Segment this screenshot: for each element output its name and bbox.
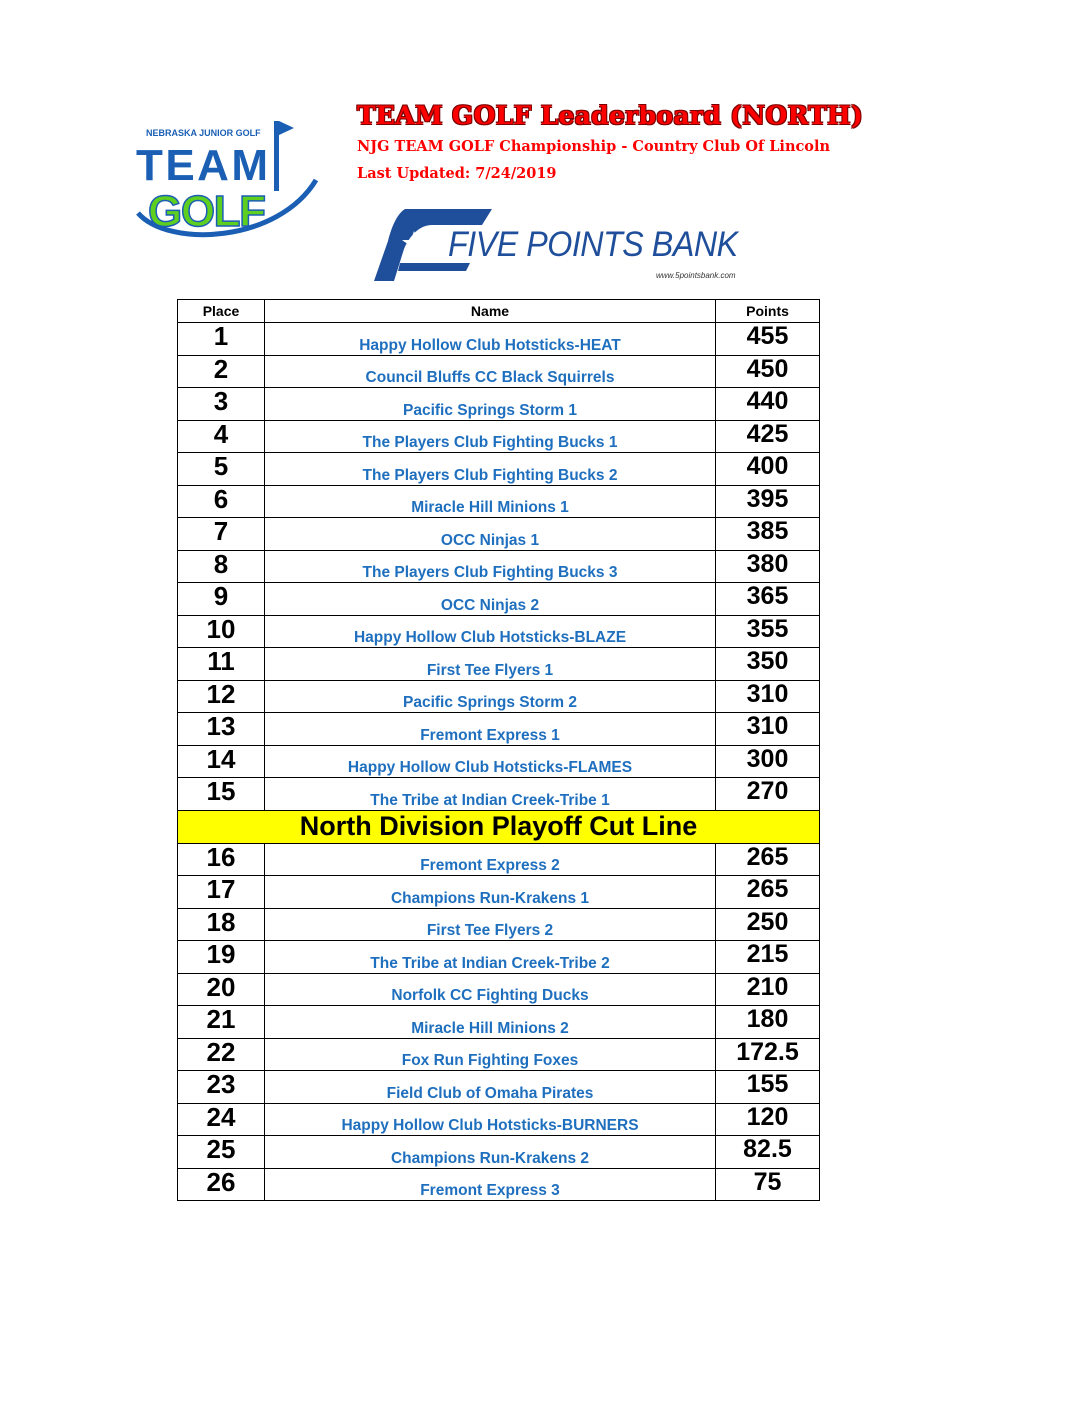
row-points: 270: [716, 778, 820, 811]
table-row: [178, 1006, 820, 1039]
row-points: 310: [716, 713, 820, 746]
table-row: [178, 550, 820, 583]
table-row: [178, 1071, 820, 1104]
row-place: 15: [178, 778, 265, 811]
row-points: 395: [716, 485, 820, 518]
row-team-name: Happy Hollow Club Hotsticks-BLAZE: [265, 615, 716, 648]
row-team-name: Field Club of Omaha Pirates: [265, 1071, 716, 1104]
row-place: 2: [178, 355, 265, 388]
row-points: 180: [716, 1006, 820, 1039]
row-place: 20: [178, 973, 265, 1006]
row-points: 385: [716, 518, 820, 551]
rows-above-cut: [178, 323, 820, 811]
row-place: 19: [178, 941, 265, 974]
table-row: [178, 1103, 820, 1136]
row-points: 400: [716, 453, 820, 486]
row-points: 265: [716, 843, 820, 876]
table-row: [178, 713, 820, 746]
table-row: [178, 908, 820, 941]
row-team-name: Fox Run Fighting Foxes: [265, 1038, 716, 1071]
row-place: 6: [178, 485, 265, 518]
row-place: 11: [178, 648, 265, 681]
row-points: 440: [716, 388, 820, 421]
row-points: 265: [716, 876, 820, 909]
row-points: 365: [716, 583, 820, 616]
row-team-name: The Tribe at Indian Creek-Tribe 2: [265, 941, 716, 974]
row-place: 25: [178, 1136, 265, 1169]
row-points: 380: [716, 550, 820, 583]
row-team-name: First Tee Flyers 2: [265, 908, 716, 941]
row-points: 75: [716, 1168, 820, 1201]
cut-line-label: North Division Playoff Cut Line: [178, 810, 820, 843]
row-place: 13: [178, 713, 265, 746]
row-team-name: Pacific Springs Storm 1: [265, 388, 716, 421]
row-place: 22: [178, 1038, 265, 1071]
row-points: 350: [716, 648, 820, 681]
row-place: 17: [178, 876, 265, 909]
row-place: 4: [178, 420, 265, 453]
row-team-name: Fremont Express 3: [265, 1168, 716, 1201]
column-header-place: Place: [178, 300, 265, 323]
row-place: 14: [178, 745, 265, 778]
playoff-cut-line: [178, 810, 820, 843]
row-points: 250: [716, 908, 820, 941]
row-points: 300: [716, 745, 820, 778]
row-team-name: Pacific Springs Storm 2: [265, 680, 716, 713]
row-team-name: Miracle Hill Minions 2: [265, 1006, 716, 1039]
table-row: [178, 388, 820, 421]
table-row: [178, 941, 820, 974]
row-points: 355: [716, 615, 820, 648]
page-subtitle: NJG TEAM GOLF Championship - Country Club Of Lincoln: [357, 138, 831, 155]
table-row: [178, 485, 820, 518]
row-points: 425: [716, 420, 820, 453]
row-place: 10: [178, 615, 265, 648]
row-points: 120: [716, 1103, 820, 1136]
row-points: 455: [716, 323, 820, 356]
row-team-name: Miracle Hill Minions 1: [265, 485, 716, 518]
row-team-name: Council Bluffs CC Black Squirrels: [265, 355, 716, 388]
logo-word-team: TEAM: [136, 141, 268, 190]
row-place: 26: [178, 1168, 265, 1201]
row-points: 82.5: [716, 1136, 820, 1169]
sponsor-url: www.5pointsbank.com: [656, 271, 736, 280]
table-row: [178, 518, 820, 551]
logo-word-golf: GOLF: [148, 187, 266, 236]
table-row: [178, 876, 820, 909]
row-place: 3: [178, 388, 265, 421]
row-team-name: Happy Hollow Club Hotsticks-FLAMES: [265, 745, 716, 778]
row-team-name: Champions Run-Krakens 2: [265, 1136, 716, 1169]
row-team-name: Happy Hollow Club Hotsticks-HEAT: [265, 323, 716, 356]
row-team-name: First Tee Flyers 1: [265, 648, 716, 681]
row-place: 12: [178, 680, 265, 713]
table-row: [178, 583, 820, 616]
table-row: [178, 420, 820, 453]
table-row: [178, 843, 820, 876]
table-row: [178, 680, 820, 713]
row-place: 8: [178, 550, 265, 583]
rows-below-cut: [178, 843, 820, 1201]
row-points: 310: [716, 680, 820, 713]
row-place: 1: [178, 323, 265, 356]
header: [357, 98, 863, 188]
row-place: 9: [178, 583, 265, 616]
table-row: [178, 615, 820, 648]
row-team-name: The Players Club Fighting Bucks 1: [265, 420, 716, 453]
team-golf-logo: [128, 118, 320, 240]
row-team-name: The Players Club Fighting Bucks 3: [265, 550, 716, 583]
row-place: 5: [178, 453, 265, 486]
row-team-name: The Players Club Fighting Bucks 2: [265, 453, 716, 486]
row-team-name: Fremont Express 1: [265, 713, 716, 746]
table-row: [178, 1038, 820, 1071]
row-place: 18: [178, 908, 265, 941]
table-header-row: [178, 300, 820, 323]
last-updated: Last Updated: 7/24/2019: [357, 165, 557, 182]
row-team-name: Norfolk CC Fighting Ducks: [265, 973, 716, 1006]
table-row: [178, 1136, 820, 1169]
table-row: [178, 323, 820, 356]
sponsor-banner: [370, 205, 770, 285]
table-row: [178, 453, 820, 486]
row-team-name: Champions Run-Krakens 1: [265, 876, 716, 909]
column-header-name: Name: [265, 300, 716, 323]
leaderboard-table: [177, 299, 820, 1201]
row-team-name: Fremont Express 2: [265, 843, 716, 876]
table-row: [178, 973, 820, 1006]
table-row: [178, 778, 820, 811]
row-points: 450: [716, 355, 820, 388]
row-points: 215: [716, 941, 820, 974]
row-place: 16: [178, 843, 265, 876]
row-team-name: The Tribe at Indian Creek-Tribe 1: [265, 778, 716, 811]
table-row: [178, 648, 820, 681]
page-title: TEAM GOLF Leaderboard (NORTH): [357, 101, 864, 130]
row-place: 24: [178, 1103, 265, 1136]
sponsor-name: FIVE POINTS BANK: [448, 225, 738, 264]
row-place: 21: [178, 1006, 265, 1039]
row-place: 23: [178, 1071, 265, 1104]
row-team-name: Happy Hollow Club Hotsticks-BURNERS: [265, 1103, 716, 1136]
table-row: [178, 355, 820, 388]
row-team-name: OCC Ninjas 2: [265, 583, 716, 616]
row-place: 7: [178, 518, 265, 551]
row-team-name: OCC Ninjas 1: [265, 518, 716, 551]
logo-small-text: NEBRASKA JUNIOR GOLF: [146, 128, 261, 138]
row-points: 210: [716, 973, 820, 1006]
table-row: [178, 1168, 820, 1201]
row-points: 155: [716, 1071, 820, 1104]
row-points: 172.5: [716, 1038, 820, 1071]
column-header-points: Points: [716, 300, 820, 323]
table-row: [178, 745, 820, 778]
